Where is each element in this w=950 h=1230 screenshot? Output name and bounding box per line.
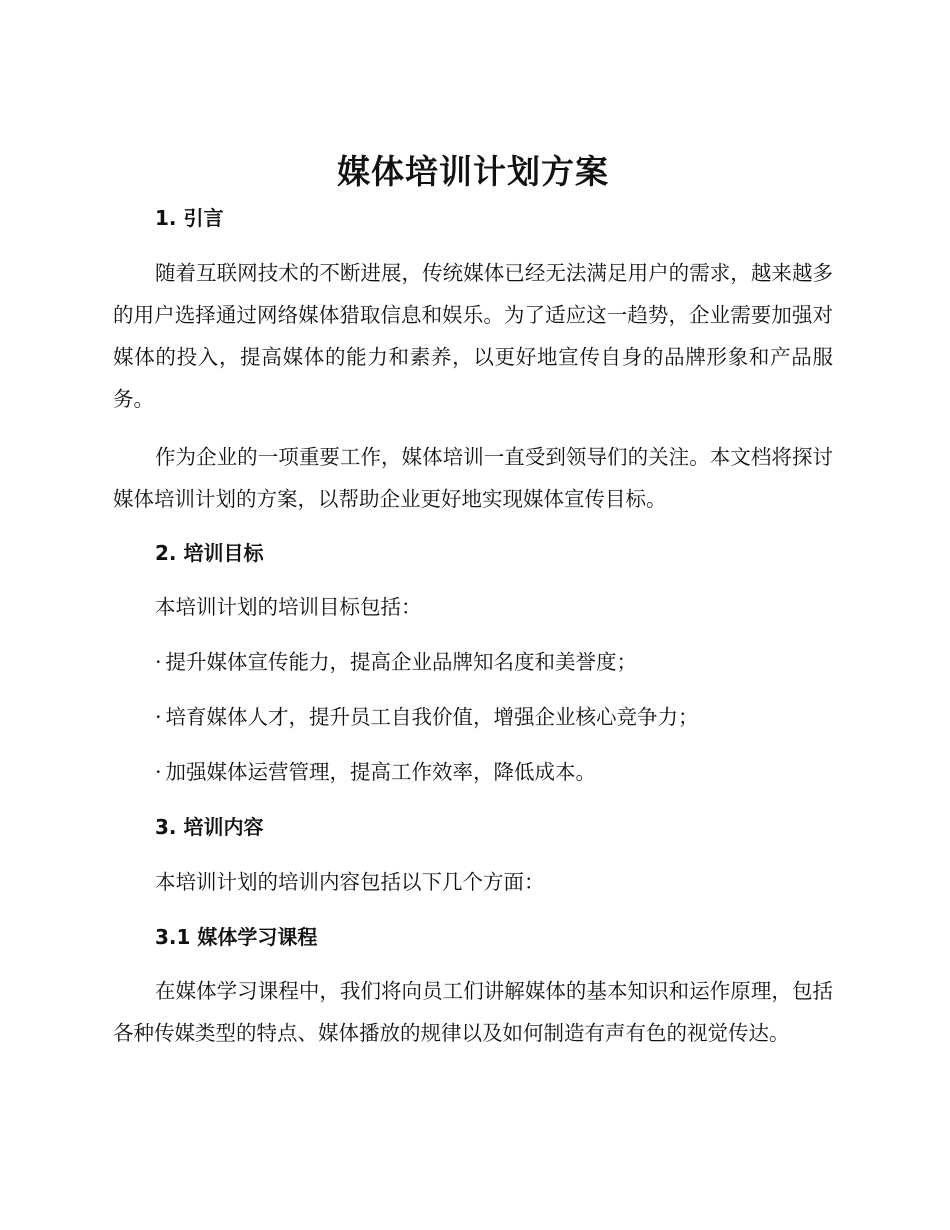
goal-bullet-item (155, 647, 637, 677)
section-heading-content: 3. 培训内容 (155, 815, 264, 839)
goal-bullet-item (155, 757, 596, 787)
intro-paragraph-2: 作为企业的一项重要工作，媒体培训一直受到领导们的关注。本文档将探讨媒体培训计划的方案，以帮助企业更好地实现媒体宣传目标。 (113, 445, 833, 511)
content-lead-text: 本培训计划的培训内容包括以下几个方面： (155, 870, 545, 894)
goals-lead-text: 本培训计划的培训目标包括： (155, 595, 422, 619)
goal-bullet-text: 加强媒体运营管理，提高工作效率，降低成本。 (165, 760, 597, 784)
subsection-heading-media-course: 3.1 媒体学习课程 (155, 925, 318, 949)
section-heading-goals: 2. 培训目标 (155, 541, 264, 565)
bullet-dot-icon: · (155, 705, 162, 729)
goal-bullet-item (155, 702, 699, 732)
document-title: 媒体培训计划方案 (337, 152, 609, 191)
goal-bullet-text: 提升媒体宣传能力，提高企业品牌知名度和美誉度； (165, 650, 638, 674)
bullet-dot-icon: · (155, 650, 162, 674)
media-course-paragraph: 在媒体学习课程中，我们将向员工们讲解媒体的基本知识和运作原理，包括各种传媒类型的特点、媒体播放的规律以及如何制造有声有色的视觉传达。 (113, 979, 833, 1045)
intro-paragraph-1: 随着互联网技术的不断进展，传统媒体已经无法满足用户的需求，越来越多的用户选择通过网络媒体猎取信息和娱乐。为了适应这一趋势，企业需要加强对媒体的投入，提高媒体的能力和素养，以更好地宣传自身的品牌形象和产品服务。 (113, 261, 833, 411)
bullet-dot-icon: · (155, 760, 162, 784)
goal-bullet-text: 培育媒体人才，提升员工自我价值，增强企业核心竞争力； (165, 705, 699, 729)
section-heading-intro: 1. 引言 (155, 206, 224, 230)
